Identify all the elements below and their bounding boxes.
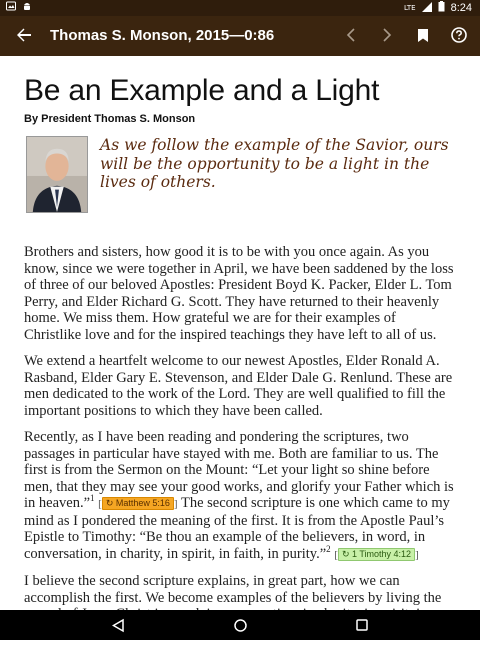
triangle-back-icon — [112, 619, 124, 632]
status-time: 8:24 — [450, 2, 472, 14]
author-portrait — [26, 136, 88, 213]
scripture-reference-link[interactable] — [338, 548, 415, 561]
chevron-right-icon — [382, 28, 392, 42]
next-button[interactable] — [376, 24, 398, 46]
refresh-icon: ↻ — [341, 548, 350, 559]
system-nav-bar — [0, 610, 480, 640]
status-notifications — [6, 1, 32, 14]
app-bar — [0, 16, 480, 56]
nav-back-button[interactable] — [111, 618, 125, 632]
help-button[interactable] — [448, 24, 470, 46]
article-body — [24, 244, 456, 649]
app-bar-actions — [340, 24, 470, 46]
footnote-marker[interactable]: 1 — [90, 493, 95, 504]
paragraph: I believe the second scripture explains, in great part, how we can accomplish the first. We become examples of the believers by living the — [24, 573, 442, 606]
signal-icon — [422, 2, 432, 15]
square-recents-icon — [356, 619, 368, 631]
scripture-reference-link[interactable] — [102, 497, 174, 510]
article-content[interactable] — [0, 56, 480, 610]
previous-button[interactable] — [340, 24, 362, 46]
paragraph: Recently, as I have been reading and pondering the scriptures, two passages in particular have stayed with me. Both are familiar to us. The first is from the Sermon on the Mount: “Let your light so shine before men, that they may see your good works, and glorify your Father which is in heaven.”$^1$ [ ↻ Matthew 5:16 ] The second scripture is one which came to my mind as I pondered the meaning of the first. It is from the Apostle Paul’s Epistle to Timothy: “Be thou an example of the believers, in word, in conversation, in charity, in spirit, in faith, in purity.”$^2$ [ ↻ 1 Timothy 4:12 ] — [24, 429, 454, 562]
nav-recents-button[interactable] — [355, 618, 369, 632]
back-button[interactable] — [12, 23, 36, 47]
photo-notification-icon — [6, 1, 16, 14]
article-author: By President Thomas S. Monson — [24, 113, 196, 125]
paragraph-text: Recently, as I have been reading and pondering the scriptures, two passages in particular have stayed with me. Both are familiar to us. The first is from the Sermon on the Mount: “Let your light so shine before men, that they may see your good works, and glorify your Father which is in heaven.” — [24, 429, 454, 511]
back-arrow-icon — [16, 27, 32, 43]
lte-label: LTE — [403, 4, 416, 12]
paragraph-text: The second scripture is one which came to my mind as I pondered the meaning of the first. It is from the Apostle Paul’s Epistle to Timothy: “Be thou an example of the believers, in word, in conversation, in charity, in spirit, in faith, in purity.” — [24, 495, 450, 562]
circle-home-icon — [234, 619, 247, 632]
paragraph: We extend a heartfelt welcome to our newest Apostles, Elder Ronald A. Rasband, Elder Gary E. Stevenson, and Elder Dale G. Renlund. These are men dedicated to the work of the Lord. They are well qualified to fill the important positions to which they have been called. — [24, 353, 453, 419]
app-bar-title: Thomas S. Monson, 2015—0:86 — [50, 27, 275, 44]
status-bar — [0, 0, 480, 16]
battery-icon — [438, 1, 445, 15]
article-title: Be an Example and a Light — [24, 74, 380, 107]
help-icon — [451, 27, 467, 43]
scripture-reference-label: Matthew 5:16 — [115, 498, 170, 508]
footnote-marker[interactable]: 2 — [326, 543, 331, 554]
android-notification-icon — [22, 1, 32, 14]
nav-home-button[interactable] — [233, 618, 247, 632]
article-intro-quote: As we follow the example of the Savior, ours will be the opportunity to be a light in the lives of others. — [100, 136, 449, 191]
refresh-icon: ↻ — [105, 498, 114, 508]
paragraph: Brothers and sisters, how good it is to be with you once again. As you know, since we were together in April, we have been saddened by the loss of three of our beloved Apostles: President Boyd K. Packer, Elder L. Tom Perry, and Elder Richard G. Scott. They have returned to their heavenly home. We miss them. How grateful we are for their examples of Christlike love and for the inspired teachings they have left to all of us. — [24, 244, 454, 343]
bookmark-icon — [417, 28, 429, 43]
bookmark-button[interactable] — [412, 24, 434, 46]
chevron-left-icon — [346, 28, 356, 42]
scripture-reference-label: 1 Timothy 4:12 — [352, 548, 412, 559]
status-system-info — [404, 1, 472, 15]
